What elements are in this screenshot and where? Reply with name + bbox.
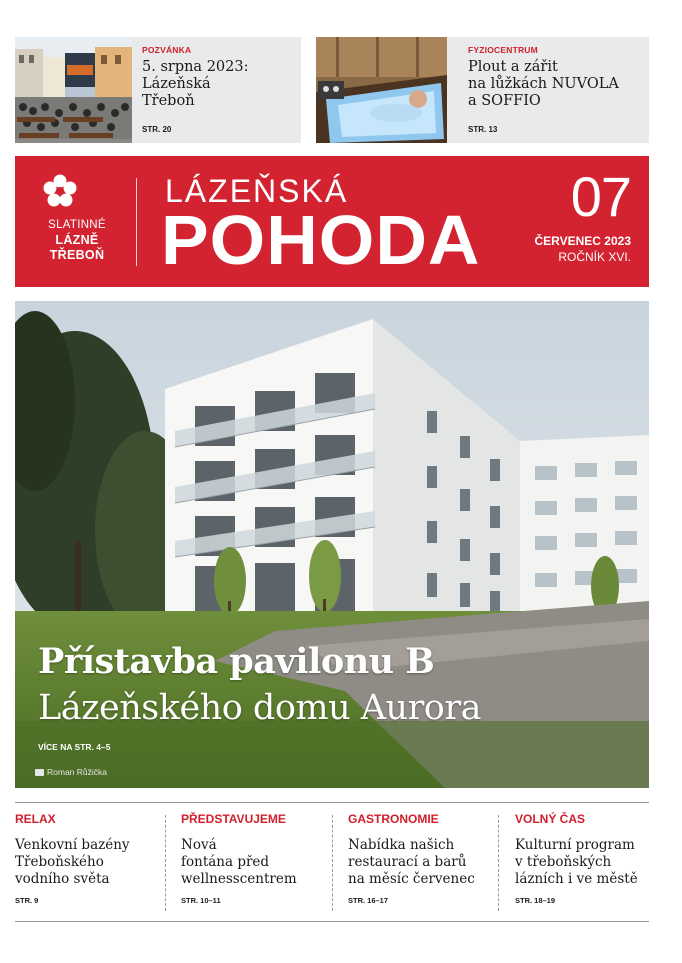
section-text bbox=[181, 837, 331, 888]
section-page-ref: STR. 16–17 bbox=[348, 896, 389, 905]
brand-line: TŘEBOŇ bbox=[49, 248, 105, 262]
teaser-title-line: a SOFFIO bbox=[468, 93, 541, 109]
section-text-line: wellnesscentrem bbox=[181, 871, 297, 887]
section-text bbox=[15, 837, 165, 888]
hero-story[interactable] bbox=[15, 301, 649, 788]
teaser-physio[interactable] bbox=[316, 37, 649, 143]
photo-credit-name: Roman Růžička bbox=[47, 767, 107, 777]
issue-number: 07 bbox=[570, 165, 631, 228]
section-text-line: fontána před bbox=[181, 854, 270, 870]
divider bbox=[332, 815, 333, 911]
divider bbox=[498, 815, 499, 911]
section-leisure[interactable] bbox=[515, 812, 665, 910]
section-introducing[interactable] bbox=[181, 812, 331, 910]
teaser-title-line: Plout a zářit bbox=[468, 59, 558, 75]
teaser-category: FYZIOCENTRUM bbox=[468, 45, 538, 55]
teaser-text bbox=[142, 37, 295, 143]
brand-line: SLATINNÉ bbox=[48, 219, 106, 231]
hero-title-line1: Přístavba pavilonu B bbox=[38, 641, 435, 682]
section-text-line: lázních i ve městě bbox=[515, 871, 638, 887]
teaser-page-ref: STR. 20 bbox=[142, 125, 172, 134]
teaser-category: POZVÁNKA bbox=[142, 45, 192, 55]
divider bbox=[165, 815, 166, 911]
section-text-line: Třeboňského bbox=[15, 854, 104, 870]
teaser-title[interactable] bbox=[468, 59, 643, 110]
issue-date: ČERVENEC 2023 bbox=[534, 234, 631, 248]
teaser-title-line: na lůžkách NUVOLA bbox=[468, 76, 619, 92]
divider bbox=[136, 178, 137, 266]
section-text-line: Nabídka našich bbox=[348, 837, 455, 853]
section-page-ref: STR. 18–19 bbox=[515, 896, 556, 905]
teaser-title-line: Lázeňská bbox=[142, 76, 211, 92]
hero-page-ref: VÍCE NA STR. 4–5 bbox=[38, 742, 111, 752]
camera-icon bbox=[35, 769, 44, 776]
section-heading: RELAX bbox=[15, 812, 56, 826]
masthead bbox=[15, 156, 649, 287]
brand-line: LÁZNĚ bbox=[55, 233, 99, 247]
masthead-kicker: LÁZEŇSKÁ bbox=[165, 173, 349, 209]
floating-bed-spa-photo bbox=[316, 37, 447, 143]
flower-icon bbox=[43, 174, 77, 208]
section-text bbox=[515, 837, 665, 888]
section-page-ref: STR. 10–11 bbox=[181, 896, 221, 905]
brand-name bbox=[37, 218, 117, 263]
outdoor-concert-photo bbox=[15, 37, 132, 143]
section-text bbox=[348, 837, 498, 888]
teaser-event[interactable] bbox=[15, 37, 301, 143]
section-heading: PŘEDSTAVUJEME bbox=[181, 812, 286, 826]
section-text-line: restaurací a barů bbox=[348, 854, 467, 870]
divider bbox=[15, 802, 649, 803]
section-page-ref: STR. 9 bbox=[15, 896, 39, 905]
section-text-line: vodního světa bbox=[15, 871, 110, 887]
section-text-line: Nová bbox=[181, 837, 217, 853]
section-heading: VOLNÝ ČAS bbox=[515, 812, 586, 826]
hero-title-line2: Lázeňského domu Aurora bbox=[38, 688, 481, 728]
section-text-line: Venkovní bazény bbox=[15, 837, 130, 853]
section-heading: GASTRONOMIE bbox=[348, 812, 439, 826]
section-text-line: Kulturní program bbox=[515, 837, 635, 853]
teaser-title[interactable] bbox=[142, 59, 295, 110]
section-relax[interactable] bbox=[15, 812, 165, 910]
masthead-title: POHODA bbox=[161, 201, 481, 279]
teaser-title-line: Třeboň bbox=[142, 93, 195, 109]
section-text-line: v třeboňských bbox=[515, 854, 612, 870]
teaser-text bbox=[468, 37, 643, 143]
issue-volume: ROČNÍK XVI. bbox=[558, 250, 631, 264]
section-gastronomy[interactable] bbox=[348, 812, 498, 910]
divider bbox=[15, 921, 649, 922]
photo-credit bbox=[35, 767, 107, 777]
teaser-page-ref: STR. 13 bbox=[468, 125, 498, 134]
teaser-title-line: 5. srpna 2023: bbox=[142, 59, 249, 75]
section-text-line: na měsíc červenec bbox=[348, 871, 475, 887]
